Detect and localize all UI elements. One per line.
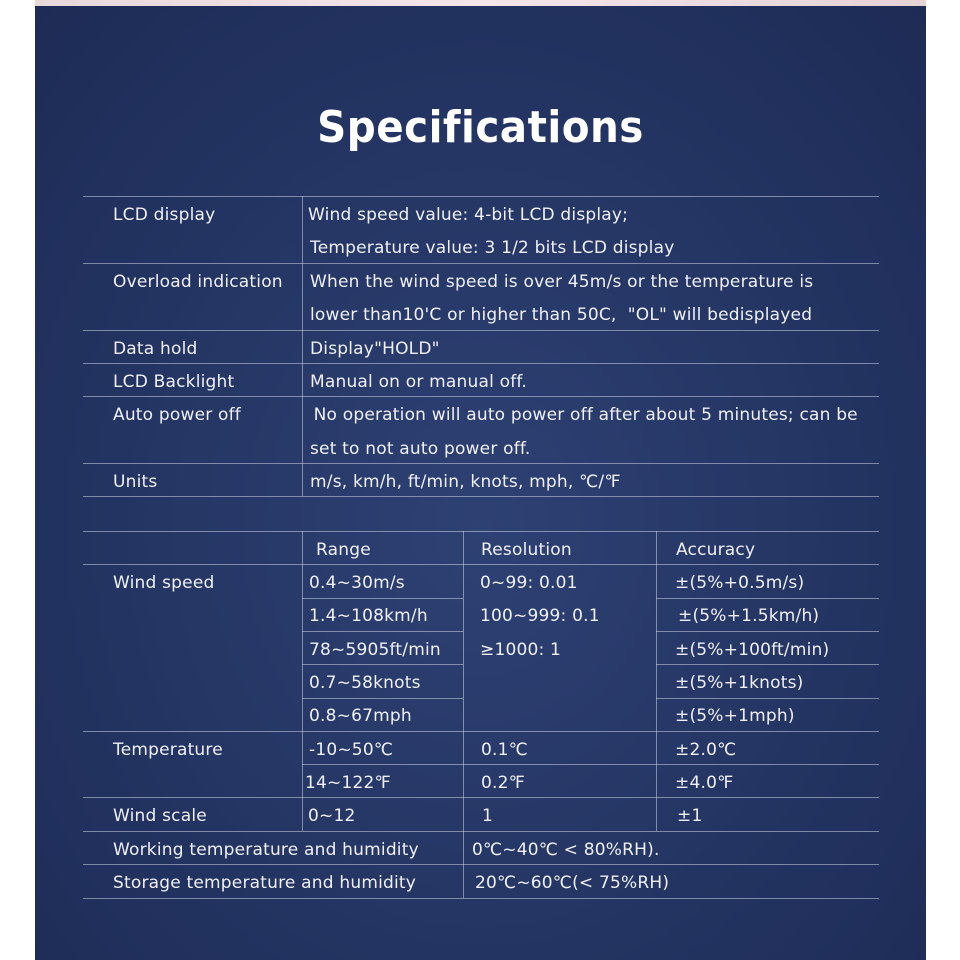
spec-value-line: Display"HOLD" — [310, 339, 440, 359]
spec-label: Overload indication — [113, 272, 283, 292]
spec-label: Auto power off — [113, 405, 241, 425]
column-header-range: Range — [316, 540, 371, 560]
measure-label: Temperature — [113, 740, 223, 760]
resolution-cell: 0.2℉ — [481, 773, 526, 793]
spec-value-line: When the wind speed is over 45m/s or the temperature is — [310, 272, 814, 292]
measure-label: Wind speed — [113, 573, 215, 593]
column-header-accuracy: Accuracy — [676, 540, 756, 560]
spec-value-line: lower than10'C or higher than 50C, "OL" will bedisplayed — [310, 305, 813, 325]
condition-value: 20℃~60℃(< 75%RH) — [475, 873, 670, 893]
range-cell: 1.4~108km/h — [309, 606, 428, 626]
spec-value-line: Temperature value: 3 1/2 bits LCD display — [310, 238, 675, 258]
accuracy-cell: ±(5%+1mph) — [675, 706, 795, 726]
column-header-resolution: Resolution — [481, 540, 572, 560]
range-cell: 14~122℉ — [305, 773, 391, 793]
spec-label: Data hold — [113, 339, 198, 359]
accuracy-cell: ±(5%+1.5km/h) — [678, 606, 820, 626]
resolution-cell: 0.1℃ — [481, 740, 528, 760]
spec-label: Units — [113, 472, 158, 492]
range-cell: 0~12 — [308, 806, 356, 826]
spec-label: LCD display — [113, 205, 216, 225]
range-cell: 0.8~67mph — [309, 706, 412, 726]
accuracy-cell: ±4.0℉ — [675, 773, 734, 793]
range-cell: 78~5905ft/min — [309, 640, 441, 660]
measure-label: Storage temperature and humidity — [113, 873, 417, 893]
spec-value-line: m/s, km/h, ft/min, knots, mph, ℃/℉ — [310, 472, 621, 492]
range-cell: 0.4~30m/s — [309, 573, 405, 593]
page-title: Specifications — [317, 102, 644, 153]
resolution-cell: ≥1000: 1 — [480, 640, 562, 660]
spec-value-line: Manual on or manual off. — [310, 372, 527, 392]
measure-label: Working temperature and humidity — [113, 840, 419, 860]
measure-label: Wind scale — [113, 806, 207, 826]
specifications-panel — [35, 6, 926, 960]
resolution-cell: 100~999: 0.1 — [480, 606, 600, 626]
accuracy-cell: ±2.0℃ — [675, 740, 737, 760]
spec-value-line: No operation will auto power off after about 5 minutes; can be — [308, 405, 858, 425]
accuracy-cell: ±(5%+1knots) — [675, 673, 804, 693]
resolution-cell: 1 — [482, 806, 494, 826]
spec-label: LCD Backlight — [113, 372, 235, 392]
resolution-cell: 0~99: 0.01 — [480, 573, 578, 593]
spec-value-line: Wind speed value: 4-bit LCD display; — [308, 205, 629, 225]
accuracy-cell: ±(5%+0.5m/s) — [675, 573, 805, 593]
range-cell: 0.7~58knots — [309, 673, 421, 693]
accuracy-cell: ±1 — [677, 806, 703, 826]
spec-value-line: set to not auto power off. — [310, 439, 531, 459]
condition-value: 0℃~40℃ < 80%RH). — [472, 840, 660, 860]
range-cell: -10~50℃ — [309, 740, 394, 760]
accuracy-cell: ±(5%+100ft/min) — [675, 640, 830, 660]
